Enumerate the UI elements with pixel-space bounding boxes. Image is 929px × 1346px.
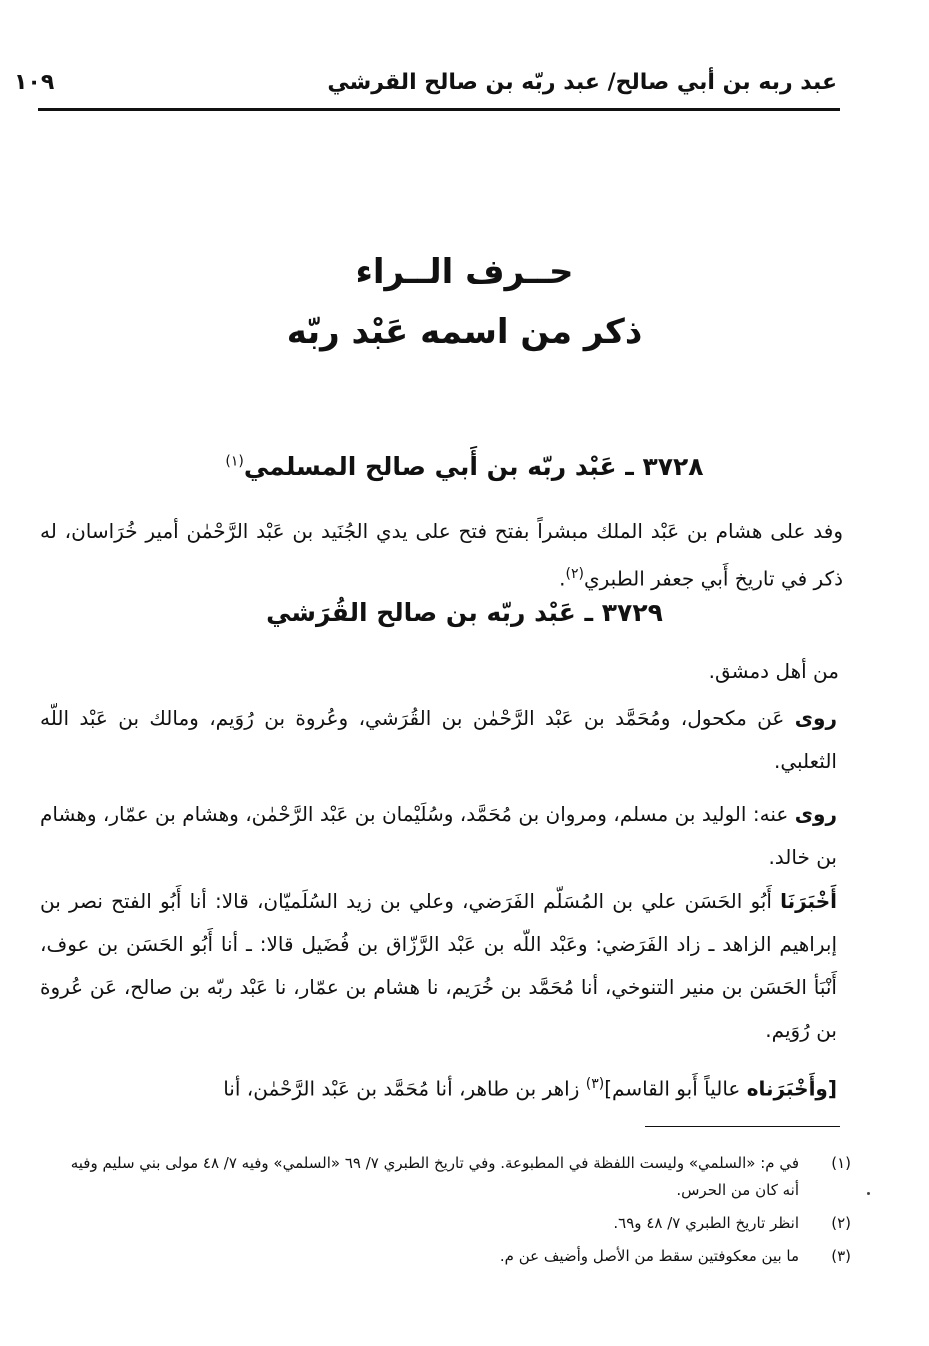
isnad-paragraph-2 — [40, 1063, 837, 1111]
footnote-text: ما بين معكوفتين سقط من الأصل وأضيف عن م. — [499, 1247, 799, 1265]
footnote-ref: (١) — [225, 453, 244, 470]
entry-title-3729: ٣٧٢٩ ـ عَبْد ربّه بن صالح القُرَشي — [266, 598, 663, 627]
footnote-number: (١) — [831, 1154, 851, 1172]
paragraph-text: عالياً أَبو القاسم] — [604, 1076, 747, 1101]
paragraph-lead-word: روى — [794, 802, 837, 826]
paragraph-text: عَن مكحول، ومُحَمَّد بن عَبْد الرَّحْمٰن بن القُرَشي، وعُروة بن رُوَيم، ومالك بن عَبْد اللّه الثعلبي. — [40, 706, 837, 773]
footnote-ref: (٣) — [585, 1076, 605, 1092]
footnote-item — [50, 1150, 851, 1204]
footnote-ref: (٢) — [565, 566, 584, 582]
chapter-heading: حــرف الــراء — [355, 252, 574, 292]
margin-speck — [867, 1192, 870, 1195]
paragraph-lead-word: [وأَخْبَرَناه — [746, 1076, 837, 1101]
paragraph-text: أَبُو الحَسَن علي بن المُسَلّم الفَرَضي، وعلي بن زيد السُلَميّان، قالا: أنا أَبُو الفتح نصر بن إبراهيم الزاهد ـ زاد الفَرَضي: وعَبْد اللّه بن عَبْد الرَّزّاق بن فُضَيل قالا: ـ أنا أَبُو الحَسَن بن عوف، أَنْبَأ الحَسَن بن منير التنوخي، أنا مُحَمَّد بن خُرَيم، نا هشام بن عمّار، نا عَبْد ربّه بن صالح، عَن عُروة بن رُوَيم. — [40, 889, 837, 1042]
entry-title-3728 — [40, 452, 889, 481]
page-number: ١٠٩ — [14, 70, 55, 95]
narrated-from-paragraph — [40, 697, 837, 783]
entry-title-text: ٣٧٢٨ ـ عَبْد ربّه بن أَبي صالح المسلمي — [243, 452, 704, 481]
running-header-title: عبد ربه بن أبي صالح/ عبد ربّه بن صالح القرشي — [327, 70, 837, 95]
footnote-number: (٢) — [831, 1214, 851, 1232]
entry-body-3728 — [40, 510, 843, 601]
footnotes — [50, 1150, 851, 1276]
footnote-text: في م: «السلمي» وليست اللفظة في المطبوعة. وفي تاريخ الطبري ٧/ ٦٩ «السلمي» وفيه ٧/ ٤٨ مولى بني سليم وفيه أنه كان من الحرس. — [70, 1154, 799, 1199]
footnote-text: انظر تاريخ الطبري ٧/ ٤٨ و٦٩. — [613, 1214, 799, 1232]
footnote-rule — [645, 1126, 840, 1127]
entry-body-end: . — [559, 566, 566, 591]
footnote-item — [50, 1243, 851, 1270]
entry-origin: من أهل دمشق. — [708, 659, 839, 683]
chapter-subheading: ذكر من اسمه عَبْد ربّه — [286, 312, 643, 352]
paragraph-text: زاهر بن طاهر، أنا مُحَمَّد بن عَبْد الرَّحْمٰن، أنا — [223, 1076, 586, 1101]
footnote-item — [50, 1210, 851, 1237]
isnad-paragraph — [40, 880, 837, 1052]
entry-body-text: وفد على هشام بن عَبْد الملك مبشراً بفتح فتح على يدي الجُنَيد بن عَبْد الرَّحْمٰن أمير خُرَاسان، له ذكر في تاريخ أَبي جعفر الطبري — [40, 519, 843, 591]
footnote-number: (٣) — [831, 1247, 851, 1265]
header-rule — [38, 108, 840, 111]
narrated-by-paragraph — [40, 793, 837, 879]
paragraph-lead-word: أَخْبَرَنَا — [780, 889, 837, 913]
paragraph-lead-word: روى — [794, 706, 837, 730]
paragraph-text: عنه: الوليد بن مسلم، ومروان بن مُحَمَّد، وسُلَيْمان بن عَبْد الرَّحْمٰن، وهشام بن عمّار، وهشام بن خالد. — [40, 802, 837, 869]
